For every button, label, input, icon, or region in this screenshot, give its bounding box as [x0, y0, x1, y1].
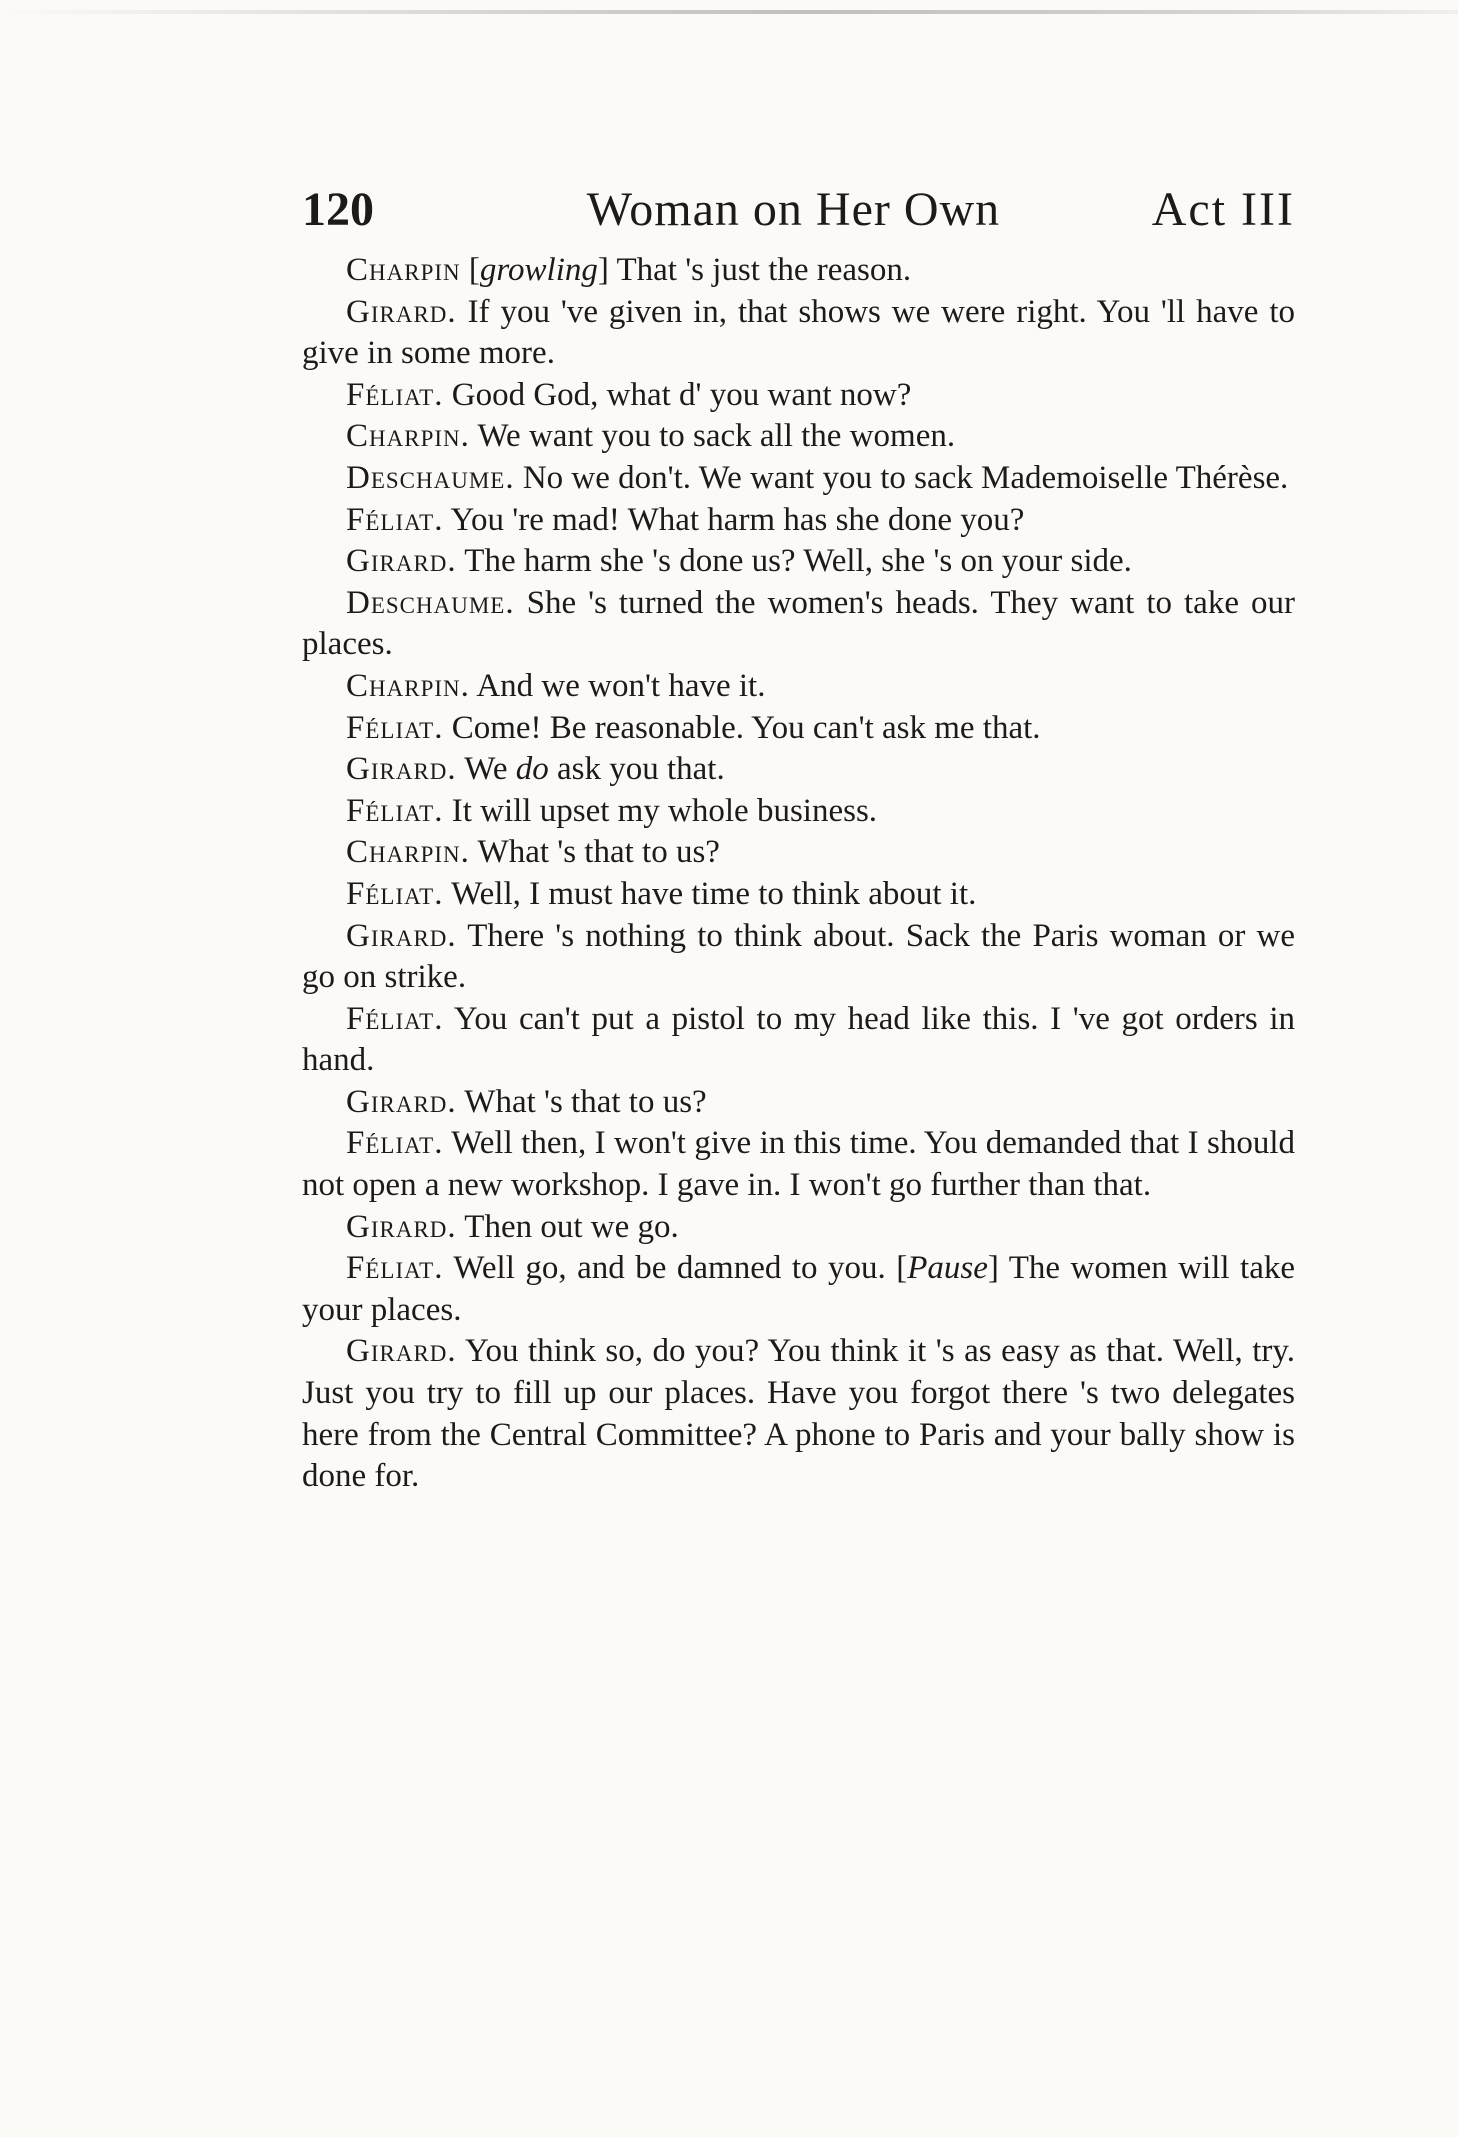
speech-line: [302, 583, 1295, 666]
speaker-name: Girard.: [346, 293, 457, 330]
speaker-name: Féliat.: [346, 1250, 444, 1287]
running-head: [302, 180, 1295, 240]
speech-line: [302, 791, 1295, 833]
speaker-name: Girard.: [346, 1208, 457, 1245]
act-label: Act III: [1151, 183, 1295, 236]
speech-line: [302, 916, 1295, 999]
speaker-name: Féliat.: [346, 1000, 444, 1037]
speech-text: You 're mad! What harm has she done you?: [443, 501, 1025, 538]
speaker-name: Girard.: [346, 917, 457, 954]
speech-line: [302, 832, 1295, 874]
speech-text: And we won't have it.: [469, 667, 766, 704]
speech-text: We want you to sack all the women.: [469, 418, 956, 455]
speech-line: Féliat. Well go, and be damned to you. [Pause] The women will take your places.: [302, 1250, 1295, 1328]
speaker-name: Féliat.: [346, 875, 444, 912]
speech-text: She 's turned the women's heads. They want to take our places.: [302, 584, 1295, 663]
speaker-name: Deschaume.: [346, 459, 515, 496]
speech-line: [302, 1331, 1295, 1497]
speech-text: It will upset my whole business.: [443, 792, 878, 829]
speaker-name: Girard.: [346, 1333, 457, 1370]
speech-text: Then out we go.: [456, 1208, 679, 1245]
stage-direction: growling: [479, 252, 598, 288]
speech-text: If you 've given in, that shows we were right. You 'll have to give in some more.: [302, 293, 1295, 372]
speaker-name: Charpin.: [346, 418, 470, 455]
speech-text: No we don't. We want you to sack Mademoiselle Thérèse.: [514, 459, 1289, 496]
speech-text: You think so, do you? You think it 's as easy as that. Well, try. Just you try to fill up our places. Have you forgot there 's two delegates here from the Central Committee? A phone to Paris and your bally show is done for.: [302, 1333, 1295, 1495]
speech-text: The harm she 's done us? Well, she 's on your side.: [456, 543, 1132, 580]
speech-line: [302, 874, 1295, 916]
stage-direction: Pause: [907, 1250, 988, 1287]
speech-line: [302, 375, 1295, 417]
speech-line: [302, 458, 1295, 500]
book-page: [302, 180, 1295, 1498]
book-title: Woman on Her Own: [586, 183, 1001, 236]
speech-text: Well, I must have time to think about it.: [443, 875, 977, 912]
speech-line: Charpin [growling] That 's just the reason.: [346, 252, 912, 288]
speaker-name: Girard.: [346, 1083, 457, 1120]
speech-text: What 's that to us?: [469, 834, 720, 871]
speaker-name: Féliat.: [346, 709, 444, 746]
speech-line: [302, 1123, 1295, 1206]
speaker-name: Deschaume.: [346, 584, 515, 621]
speech-line: [302, 541, 1295, 583]
speech-text: Well then, I won't give in this time. You demanded that I should not open a new workshop. I gave in. I won't go further than that.: [302, 1125, 1295, 1204]
dialogue: [302, 250, 1295, 1498]
page-number: 120: [302, 183, 374, 236]
scan-edge: [0, 10, 1458, 14]
speaker-name: Féliat.: [346, 376, 444, 413]
speech-line: [302, 416, 1295, 458]
speech-line: Girard. We do ask you that.: [346, 751, 725, 788]
speaker-name: Féliat.: [346, 792, 444, 829]
speech-text: There 's nothing to think about. Sack the Paris woman or we go on strike.: [302, 917, 1295, 996]
speech-text: Good God, what d' you want now?: [443, 376, 912, 413]
speech-text: What 's that to us?: [456, 1083, 707, 1120]
speaker-name: Féliat.: [346, 1125, 444, 1162]
emphasis: do: [515, 751, 549, 788]
speaker-name: Girard.: [346, 543, 457, 580]
speech-line: [302, 708, 1295, 750]
speaker-name: Charpin.: [346, 667, 470, 704]
speech-text: You can't put a pistol to my head like this. I 've got orders in hand.: [302, 1000, 1295, 1079]
speech-line: [302, 1207, 1295, 1249]
speech-text: Come! Be reasonable. You can't ask me that.: [443, 709, 1041, 746]
speaker-name: Girard.: [346, 751, 457, 788]
speech-line: [302, 999, 1295, 1082]
speech-line: [302, 666, 1295, 708]
speaker-name: Charpin.: [346, 834, 470, 871]
speech-line: [302, 1082, 1295, 1124]
speech-line: [302, 292, 1295, 375]
speaker-name: Charpin: [346, 252, 461, 288]
speech-line: [302, 500, 1295, 542]
speaker-name: Féliat.: [346, 501, 444, 538]
